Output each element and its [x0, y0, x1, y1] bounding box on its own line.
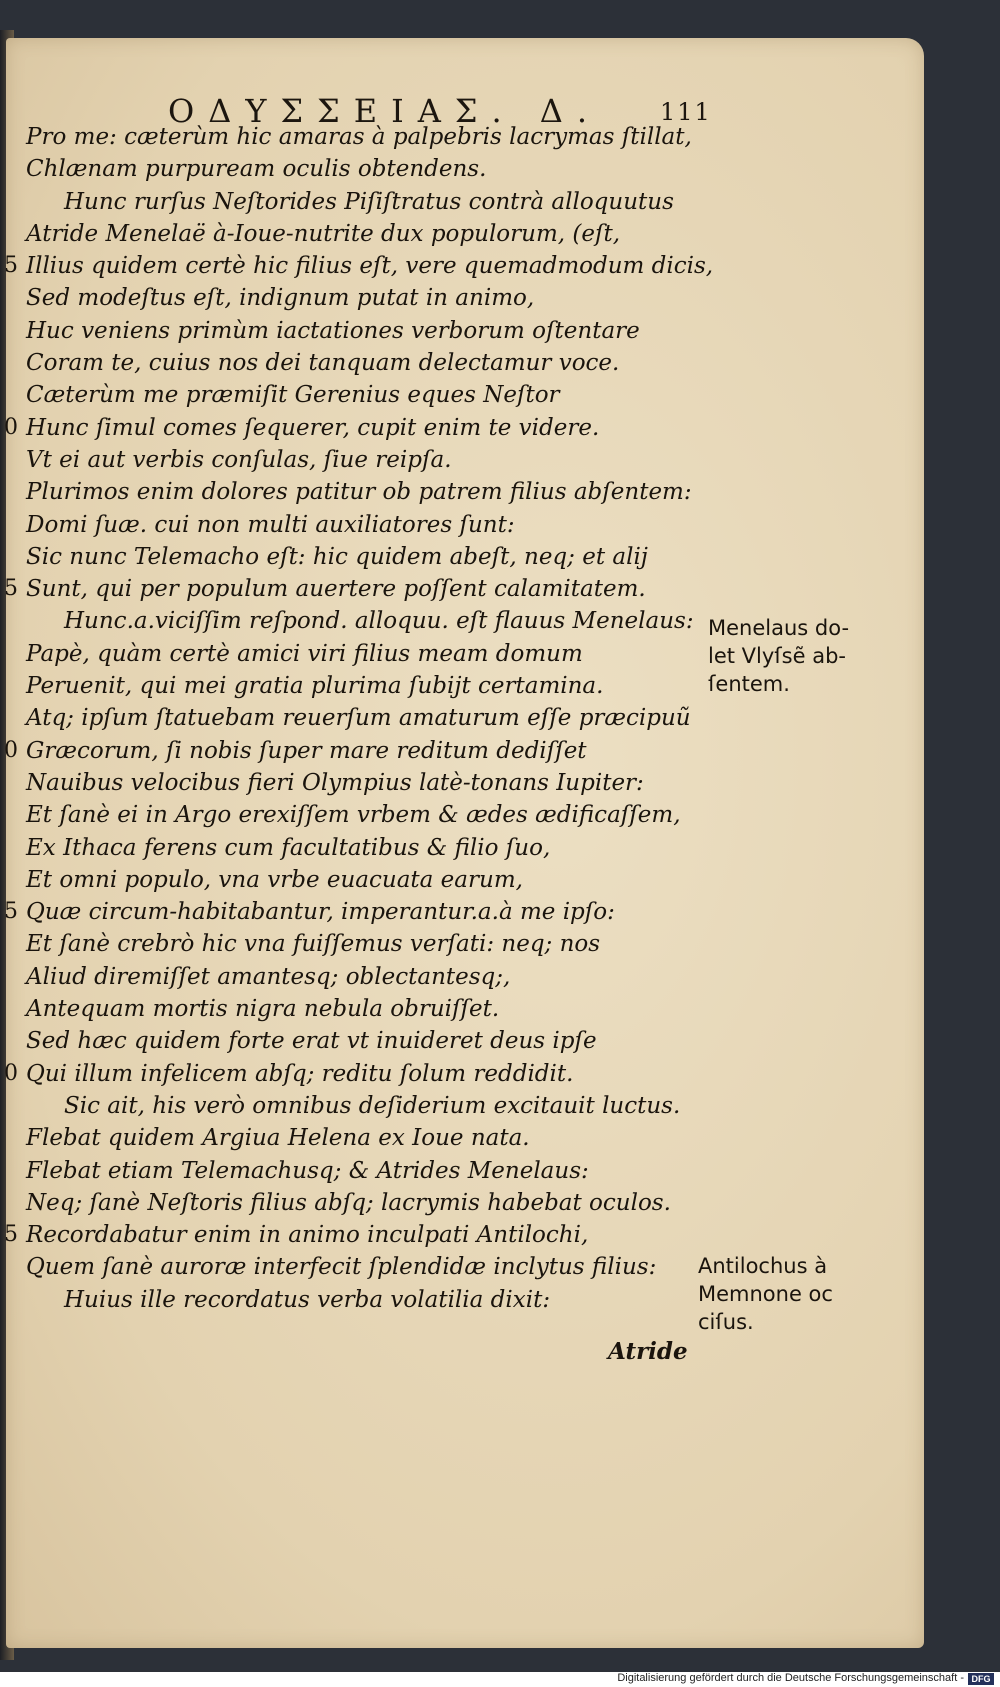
verse-line-text: Huc veniens primùm iactationes verborum oſtentare — [26, 317, 640, 344]
verse-line-text: Ex Ithaca ferens cum facultatibus & filio ſuo, — [26, 834, 551, 861]
verse-line-text: Pro me: cæterùm hic amaras à palpebris lacrymas ſtillat, — [26, 124, 692, 150]
line-number: 5 — [4, 576, 18, 602]
marginal-note-line: let Vlyſsẽ ab- — [708, 644, 846, 668]
verse-line-text: Hunc ſimul comes ſequerer, cupit enim te videre. — [26, 414, 600, 441]
digitization-footer — [0, 1672, 1000, 1687]
line-number: 0 — [4, 737, 18, 763]
line-number: 0 — [4, 414, 18, 440]
verse-line — [26, 186, 706, 218]
verse-line — [4, 896, 706, 928]
verse-line — [26, 347, 706, 379]
verse-line — [26, 961, 706, 993]
verse-line — [26, 1122, 706, 1154]
verse-line — [26, 379, 706, 411]
verse-line — [26, 702, 706, 734]
verse-line — [26, 1090, 706, 1122]
verse-line-text: Sed modeſtus eſt, indignum putat in animo, — [26, 285, 535, 312]
verse-line — [26, 541, 706, 573]
verse-line-text: Atride Menelaë à-Ioue-nutrite dux populorum, (eſt, — [26, 220, 621, 247]
verse-line-text: Flebat etiam Telemachusq; & Atrides Menelaus: — [26, 1157, 589, 1184]
verse-line — [26, 282, 706, 314]
verse-line — [4, 735, 706, 767]
verse-line — [26, 605, 706, 637]
verse-line-text: Recordabatur enim in animo inculpati Antilochi, — [26, 1222, 589, 1249]
verse-line — [4, 1058, 706, 1090]
verse-line — [26, 1251, 706, 1283]
verse-line — [26, 993, 706, 1025]
running-head-title: ΟΔΥΣΣΕΙΑΣ. Δ. — [168, 92, 602, 130]
marginal-note-antilochus — [698, 1252, 898, 1336]
verse-line-text: Illius quidem certè hic filius eſt, vere quemadmodum dicis, — [26, 253, 714, 280]
verse-line-text: Hunc.a.viciſſim reſpond. alloquu. eſt flauus Menelaus: — [64, 608, 694, 635]
verse-line-text: Græcorum, ſi nobis ſuper mare reditum dediſſet — [26, 737, 587, 764]
marginal-note-line: ciſus. — [698, 1310, 754, 1334]
line-number: 5 — [4, 1222, 18, 1248]
verse-line-text: Quæ circum-habitabantur, imperantur.a.à me ipſo: — [26, 899, 615, 926]
verse-line-text: Sed hæc quidem forte erat vt inuideret deus ipſe — [26, 1028, 597, 1055]
catchword: Atride — [608, 1338, 688, 1365]
verse-line — [26, 315, 706, 347]
verse-line — [26, 218, 706, 250]
verse-line — [26, 864, 706, 896]
verse-text-block — [4, 121, 714, 1316]
verse-line-text: Plurimos enim dolores patitur ob patrem filius abſentem: — [26, 479, 692, 506]
verse-line-text: Et ſanè crebrò hic vna fuiſſemus verſati: neq; nos — [26, 931, 601, 958]
verse-line-text: Hunc rurſus Neſtorides Piſiſtratus contrà alloquutus — [64, 188, 674, 215]
verse-line-text: Neq; ſanè Neſtoris filius abſq; lacrymis habebat oculos. — [26, 1189, 671, 1216]
verse-line-text: Nauibus velocibus fieri Olympius latè-tonans Iupiter: — [26, 769, 644, 796]
verse-line — [26, 121, 706, 153]
verse-line-text: Domi ſuæ. cui non multi auxiliatores ſunt: — [26, 511, 515, 538]
verse-line-text: Sunt, qui per populum auertere poſſent calamitatem. — [26, 576, 646, 603]
verse-line — [26, 799, 706, 831]
verse-line-text: Chlænam purpuream oculis obtendens. — [26, 156, 487, 183]
line-number: 0 — [4, 1060, 18, 1086]
verse-line — [26, 1025, 706, 1057]
marginal-note-line: Memnone oc — [698, 1282, 833, 1306]
verse-line — [26, 153, 706, 185]
verse-line-text: Sic ait, his verò omnibus deſiderium excitauit luctus. — [64, 1092, 681, 1119]
verse-line-text: Papè, quàm certè amici viri filius meam domum — [26, 640, 583, 667]
line-number: 5 — [4, 899, 18, 925]
verse-line-text: Huius ille recordatus verba volatilia dixit: — [64, 1286, 551, 1313]
verse-line-text: Cæterùm me præmiſit Gerenius eques Neſtor — [26, 382, 560, 409]
verse-line-text: Aliud diremiſſet amantesq; oblectantesq;, — [26, 963, 511, 990]
verse-line — [26, 509, 706, 541]
verse-line-text: Sic nunc Telemacho eſt: hic quidem abeſt, neq; et alij — [26, 543, 648, 570]
line-number: 5 — [4, 253, 18, 279]
verse-line-text: Coram te, cuius nos dei tanquam delectamur voce. — [26, 350, 620, 377]
verse-line — [26, 444, 706, 476]
verse-line-text: Peruenit, qui mei gratia plurima ſubijt certamina. — [26, 673, 604, 700]
verse-line — [26, 767, 706, 799]
verse-line-text: Et omni populo, vna vrbe euacuata earum, — [26, 866, 523, 893]
verse-line-text: Qui illum infelicem abſq; reditu ſolum reddidit. — [26, 1060, 574, 1087]
verse-line-text: Quem ſanè auroræ interfecit ſplendidæ inclytus filius: — [26, 1254, 657, 1281]
dfg-logo: DFG — [968, 1673, 994, 1685]
footer-credit-text: Digitalisierung gefördert durch die Deutsche Forschungsgemeinschaft - — [617, 1672, 964, 1684]
verse-line — [26, 670, 706, 702]
verse-line — [26, 1187, 706, 1219]
verse-line — [26, 638, 706, 670]
verse-line — [4, 412, 706, 444]
marginal-note-line: Antilochus à — [698, 1254, 828, 1278]
verse-line — [4, 250, 714, 282]
verse-line-text: Atq; ipſum ſtatuebam reuerſum amaturum eſſe præcipuũ — [26, 705, 691, 732]
verse-line — [26, 928, 706, 960]
marginal-note-line: Menelaus do- — [708, 616, 850, 640]
marginal-note-menelaus — [708, 614, 893, 698]
verse-line — [4, 573, 706, 605]
verse-line-text: Et ſanè ei in Argo erexiſſem vrbem & ædes ædificaſſem, — [26, 802, 681, 829]
verse-line-text: Antequam mortis nigra nebula obruiſſet. — [26, 996, 500, 1023]
verse-line — [26, 1284, 706, 1316]
page-number: 111 — [660, 98, 712, 126]
verse-line — [26, 1155, 706, 1187]
verse-line — [4, 1219, 706, 1251]
verse-line-text: Flebat quidem Argiua Helena ex Ioue nata. — [26, 1125, 530, 1152]
verse-line-text: Vt ei aut verbis conſulas, ſiue reipſa. — [26, 446, 452, 473]
marginal-note-line: ſentem. — [708, 672, 790, 696]
verse-line — [26, 476, 706, 508]
verse-line — [26, 832, 706, 864]
